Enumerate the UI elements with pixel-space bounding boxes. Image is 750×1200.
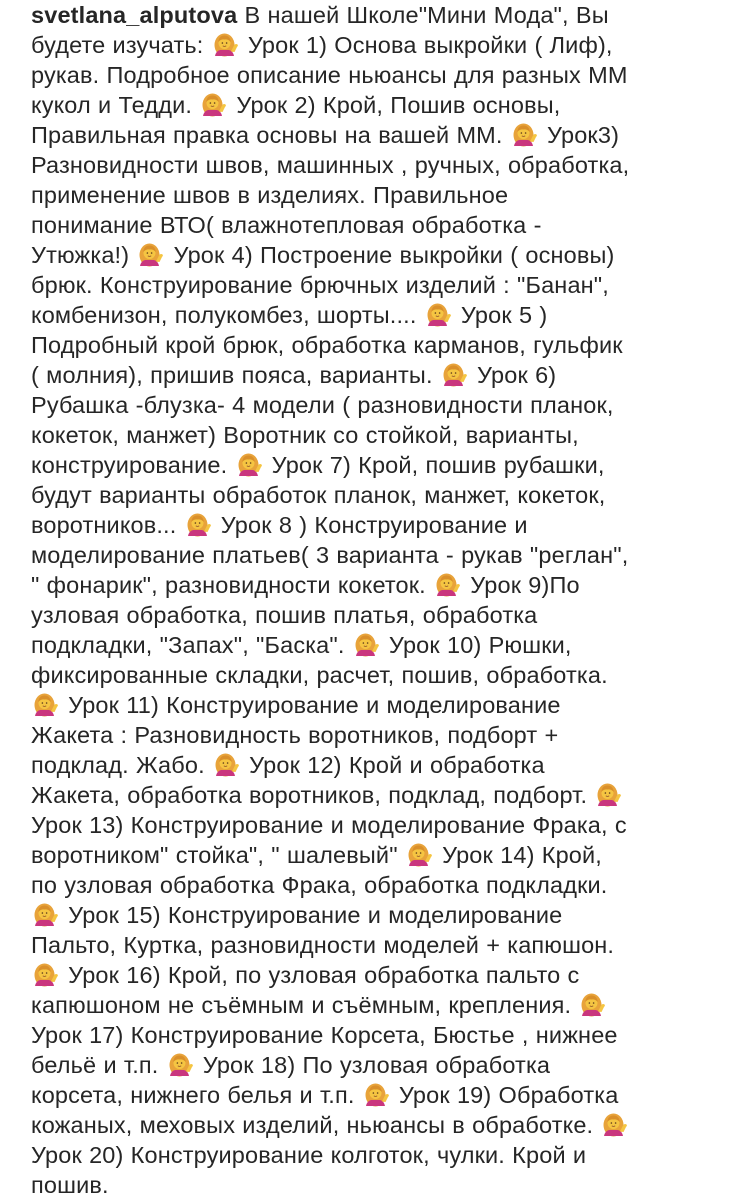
caption-text: Урок 7) Крой, пошив рубашки,: [264, 452, 605, 478]
woman-tipping-hand-emoji-icon: [406, 842, 434, 868]
caption-text: Урок3): [539, 122, 620, 148]
caption-text: корсета, нижнего белья и т.п.: [31, 1082, 362, 1108]
caption-line: [31, 480, 731, 510]
caption-line: [31, 60, 731, 90]
caption-line: [31, 570, 731, 600]
woman-tipping-hand-emoji-icon: [236, 452, 264, 478]
caption-text: Рубашка -блузка- 4 модели ( разновидности планок,: [31, 392, 614, 418]
caption-line: [31, 690, 731, 720]
caption-line: [31, 870, 731, 900]
caption-line: [31, 390, 731, 420]
woman-tipping-hand-emoji-icon: [32, 692, 60, 718]
caption-line: [31, 1140, 731, 1170]
caption-line: [31, 1170, 731, 1200]
caption-line: [31, 180, 731, 210]
caption-line: [31, 630, 731, 660]
caption-text: применение швов в изделиях. Правильное: [31, 182, 509, 208]
caption-text: по узловая обработка Фрака, обработка подкладки.: [31, 872, 608, 898]
caption-line: [31, 1110, 731, 1140]
caption-line: [31, 960, 731, 990]
caption-line: [31, 300, 731, 330]
caption-line: [31, 750, 731, 780]
woman-tipping-hand-emoji-icon: [363, 1082, 391, 1108]
caption-text: Урок 8 ) Конструирование и: [213, 512, 528, 538]
caption-line: [31, 810, 731, 840]
caption-text: будут варианты обработок планок, манжет, кокеток,: [31, 482, 606, 508]
caption-line: [31, 90, 731, 120]
caption-text: Урок 12) Крой и обработка: [241, 752, 545, 778]
caption-text: Жакета, обработка воротников, подклад, подборт.: [31, 782, 595, 808]
woman-tipping-hand-emoji-icon: [353, 632, 381, 658]
caption-line: [31, 330, 731, 360]
caption-text: узловая обработка, пошив платья, обработка: [31, 602, 538, 628]
caption-text: брюк. Конструирование брючных изделий : "Банан",: [31, 272, 609, 298]
caption-text: кокеток, манжет) Воротник со стойкой, варианты,: [31, 422, 579, 448]
woman-tipping-hand-emoji-icon: [200, 92, 228, 118]
caption-text: конструирование.: [31, 452, 235, 478]
woman-tipping-hand-emoji-icon: [441, 362, 469, 388]
caption-text: капюшоном не съёмным и съёмным, крепления.: [31, 992, 579, 1018]
caption-text: Подробный крой брюк, обработка карманов, гульфик: [31, 332, 623, 358]
caption-text: подклад. Жабо.: [31, 752, 212, 778]
woman-tipping-hand-emoji-icon: [601, 1112, 629, 1138]
caption-line: [31, 840, 731, 870]
woman-tipping-hand-emoji-icon: [185, 512, 213, 538]
caption-line: [31, 1050, 731, 1080]
caption-text: Разновидности швов, машинных , ручных, обработка,: [31, 152, 630, 178]
caption-line: [31, 150, 731, 180]
caption-text: Урок 14) Крой,: [434, 842, 602, 868]
woman-tipping-hand-emoji-icon: [434, 572, 462, 598]
caption-text: понимание ВТО( влажнотепловая обработка -: [31, 212, 542, 238]
caption-text: подкладки, "Запах", "Баска".: [31, 632, 352, 658]
caption-line: [31, 360, 731, 390]
caption-text: Урок 18) По узловая обработка: [195, 1052, 551, 1078]
caption-text: ( молния), пришив пояса, варианты.: [31, 362, 440, 388]
caption-line: [31, 660, 731, 690]
caption-text: " фонарик", разновидности кокеток.: [31, 572, 434, 598]
caption-text: Урок 6): [469, 362, 557, 388]
caption-text: Урок 9)По: [463, 572, 580, 598]
caption-text: Урок 15) Конструирование и моделирование: [61, 902, 563, 928]
caption-line: [31, 780, 731, 810]
caption-line: [31, 420, 731, 450]
caption-line: [31, 1080, 731, 1110]
caption-text: Правильная правка основы на вашей ММ.: [31, 122, 510, 148]
woman-tipping-hand-emoji-icon: [511, 122, 539, 148]
caption-text: кукол и Тедди.: [31, 92, 200, 118]
post-caption: [31, 0, 731, 1200]
caption-line: [31, 930, 731, 960]
caption-text: бельё и т.п.: [31, 1052, 166, 1078]
woman-tipping-hand-emoji-icon: [595, 782, 623, 808]
caption-text: Урок 17) Конструирование Корсета, Бюстье , нижнее: [31, 1022, 618, 1048]
caption-text: Урок 1) Основа выкройки ( Лиф),: [240, 32, 613, 58]
caption-text: Жакета : Разновидность воротников, подборт +: [31, 722, 559, 748]
caption-line: [31, 600, 731, 630]
woman-tipping-hand-emoji-icon: [425, 302, 453, 328]
caption-text: Урок 19) Обработка: [391, 1082, 619, 1108]
caption-text: кожаных, меховых изделий, ньюансы в обработке.: [31, 1112, 601, 1138]
caption-line: [31, 990, 731, 1020]
woman-tipping-hand-emoji-icon: [213, 752, 241, 778]
woman-tipping-hand-emoji-icon: [32, 962, 60, 988]
caption-line: [31, 270, 731, 300]
caption-line: [31, 450, 731, 480]
woman-tipping-hand-emoji-icon: [32, 902, 60, 928]
caption-line: [31, 240, 731, 270]
caption-line: [31, 510, 731, 540]
caption-text: Урок 20) Конструирование колготок, чулки. Крой и: [31, 1142, 587, 1168]
caption-text: В нашей Школе"Мини Мода", Вы: [237, 2, 609, 28]
caption-line: [31, 540, 731, 570]
username-link[interactable]: svetlana_alputova: [31, 2, 238, 28]
caption-line: [31, 900, 731, 930]
caption-text: Урок 5 ): [453, 302, 548, 328]
caption-line: [31, 120, 731, 150]
caption-text: Пальто, Куртка, разновидности моделей + капюшон.: [31, 932, 615, 958]
woman-tipping-hand-emoji-icon: [137, 242, 165, 268]
caption-text: Утюжка!): [31, 242, 137, 268]
caption-text: воротником" стойка", " шалевый": [31, 842, 405, 868]
caption-text: рукав. Подробное описание ньюансы для разных ММ: [31, 62, 628, 88]
caption-line: [31, 0, 731, 30]
caption-text: пошив.: [31, 1172, 109, 1198]
caption-text: моделирование платьев( 3 варианта - рукав "реглан",: [31, 542, 629, 568]
woman-tipping-hand-emoji-icon: [579, 992, 607, 1018]
caption-text: воротников...: [31, 512, 184, 538]
caption-text: будете изучать:: [31, 32, 211, 58]
caption-line: [31, 210, 731, 240]
caption-line: [31, 1020, 731, 1050]
caption-text: фиксированные складки, расчет, пошив, обработка.: [31, 662, 608, 688]
caption-text: Урок 4) Построение выкройки ( основы): [166, 242, 615, 268]
caption-text: Урок 13) Конструирование и моделирование Фрака, с: [31, 812, 627, 838]
caption-text: комбенизон, полукомбез, шорты....: [31, 302, 424, 328]
woman-tipping-hand-emoji-icon: [212, 32, 240, 58]
woman-tipping-hand-emoji-icon: [167, 1052, 195, 1078]
caption-line: [31, 30, 731, 60]
caption-text: Урок 16) Крой, по узловая обработка пальто с: [61, 962, 580, 988]
caption-text: Урок 11) Конструирование и моделирование: [61, 692, 561, 718]
caption-text: Урок 10) Рюшки,: [381, 632, 572, 658]
caption-text: Урок 2) Крой, Пошив основы,: [229, 92, 561, 118]
caption-line: [31, 720, 731, 750]
